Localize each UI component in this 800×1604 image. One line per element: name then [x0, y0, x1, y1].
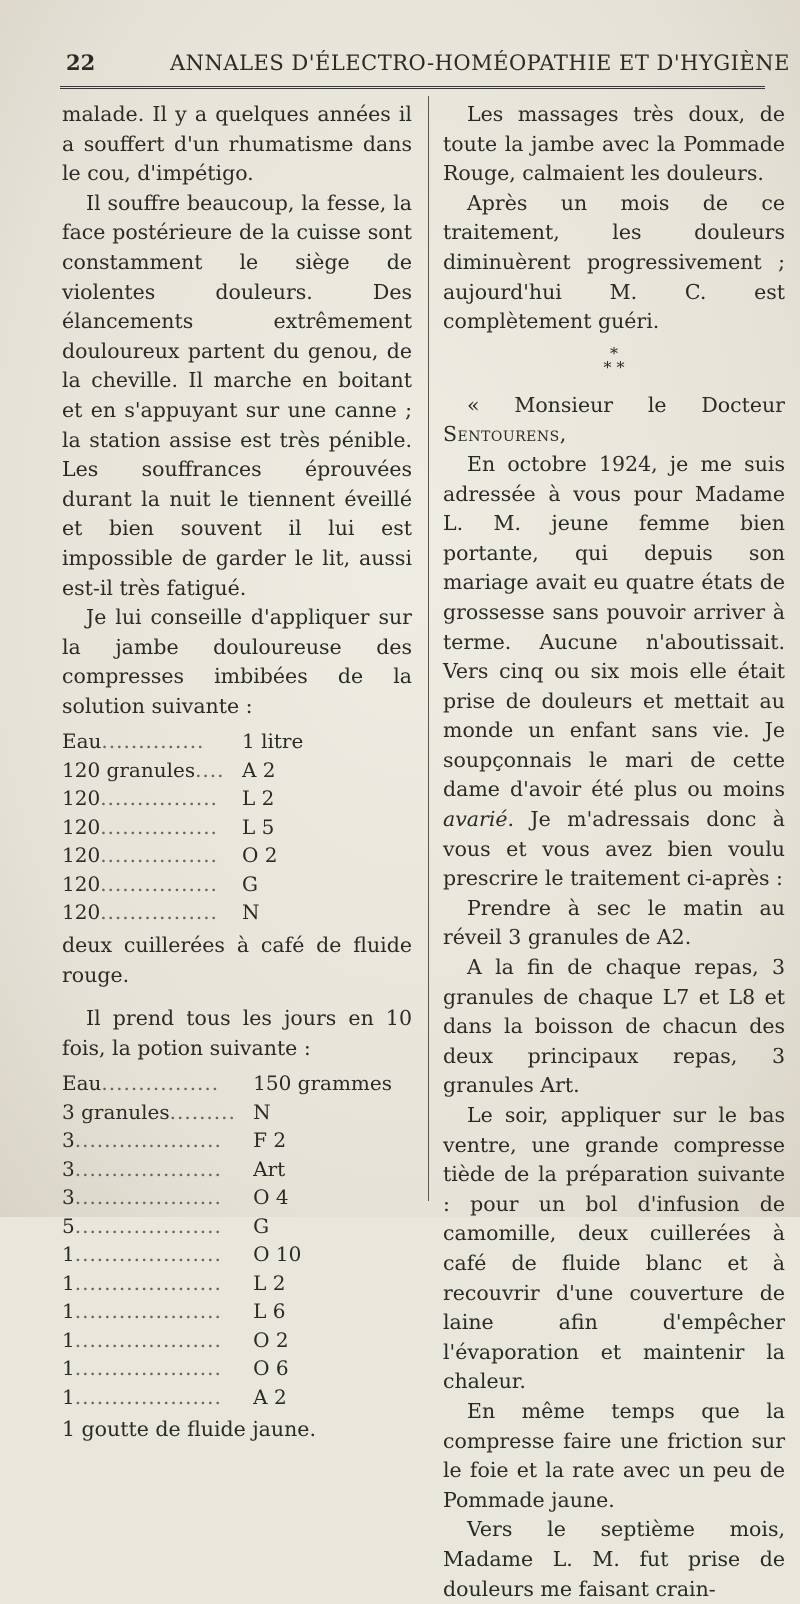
- leader-dots: .........: [169, 1099, 236, 1124]
- recipe-row: [62, 1383, 392, 1412]
- ingredient-name: Eau: [62, 729, 102, 754]
- ingredient-name: 1: [62, 1299, 75, 1324]
- leader-dots: ................: [100, 871, 218, 896]
- ingredient-name: 120 granules: [62, 757, 196, 782]
- leader-dots: ....................: [74, 1242, 222, 1267]
- paragraph: En même temps que la compresse faire une friction sur le foie et la rate avec un peu de Pommade jaune.: [443, 1398, 785, 1512]
- ingredient-value: A 2: [253, 1384, 287, 1409]
- ingredient-value: G: [253, 1213, 270, 1238]
- leader-dots: ................: [101, 1071, 220, 1096]
- column-divider: [428, 96, 429, 1201]
- recipe-row: [62, 1126, 392, 1155]
- ingredient-name: 3: [62, 1128, 75, 1153]
- recipe-row: [62, 727, 352, 756]
- section-asterism: * * *: [603, 343, 625, 377]
- ingredient-value: O 4: [253, 1185, 289, 1210]
- header-rule: [60, 86, 765, 89]
- ingredient-name: 120: [62, 900, 101, 925]
- paragraph: 1 goutte de fluide jaune.: [62, 1417, 316, 1442]
- recipe-row: [62, 1183, 392, 1212]
- leader-dots: ....................: [74, 1213, 222, 1238]
- recipe-row: [62, 1212, 392, 1241]
- ingredient-value: A 2: [242, 757, 276, 782]
- ingredient-name: 1: [62, 1384, 75, 1409]
- recipe-row: [62, 784, 352, 813]
- paragraph: Je lui conseille d'appliquer sur la jambe douloureuse des compresses imbibées de la solution suivante :: [62, 605, 412, 718]
- leader-dots: ..............: [101, 729, 205, 754]
- recipe-row: [62, 1098, 392, 1127]
- ingredient-value: F 2: [253, 1128, 287, 1153]
- ingredient-value: O 10: [253, 1242, 302, 1267]
- leader-dots: ................: [100, 843, 218, 868]
- recipe-table-solution: [62, 727, 352, 927]
- ingredient-name: 1: [62, 1270, 75, 1295]
- letter-salutation: « Monsieur le Docteur Sentourens,: [443, 392, 785, 447]
- leader-dots: ....: [195, 757, 225, 782]
- paragraph: Vers le septième mois, Madame L. M. fut prise de douleurs me faisant crain-: [443, 1517, 785, 1601]
- page-header: [60, 48, 790, 82]
- recipe-row: [62, 1155, 392, 1184]
- leader-dots: ....................: [74, 1356, 222, 1381]
- leader-dots: ....................: [74, 1128, 222, 1153]
- recipe-row: [62, 1069, 392, 1098]
- doctor-name: Sentourens: [443, 422, 560, 447]
- ingredient-name: 1: [62, 1356, 75, 1381]
- recipe-table-potion: [62, 1069, 392, 1411]
- ingredient-name: 3 granules: [62, 1099, 170, 1124]
- left-column: [62, 100, 412, 1445]
- leader-dots: ....................: [74, 1156, 222, 1181]
- paragraph: En octobre 1924, je me suis adressée à vous pour Madame L. M. jeune femme bien portante, qui depuis son mariage avait eu quatre états de grossesse sans pouvoir arriver à terme. Aucune n'aboutissait. Vers cinq ou six mois elle était prise de douleurs et mettait au monde un enfant sans vie. Je soupçonnais le mari de cette dame d'avoir été plus ou moins avarié. Je m'adressais donc à vous et vous avez bien voulu prescrire le traitement ci-après :: [443, 451, 785, 891]
- leader-dots: ....................: [74, 1384, 222, 1409]
- ingredient-name: 5: [62, 1213, 75, 1238]
- ingredient-name: 120: [62, 843, 101, 868]
- ingredient-name: 1: [62, 1327, 75, 1352]
- ingredient-value: N: [242, 900, 260, 925]
- recipe-row: [62, 756, 352, 785]
- recipe-row: [62, 870, 352, 899]
- ingredient-value: L 6: [253, 1299, 286, 1324]
- ingredient-value: O 2: [242, 843, 278, 868]
- ingredient-name: 3: [62, 1185, 75, 1210]
- ingredient-value: 150 grammes: [253, 1071, 392, 1096]
- ingredient-value: N: [253, 1099, 271, 1124]
- ingredient-name: Eau: [62, 1071, 102, 1096]
- leader-dots: ................: [100, 900, 218, 925]
- recipe-row: [62, 898, 352, 927]
- paragraph: Il prend tous les jours en 10 fois, la potion suivante :: [62, 1006, 412, 1060]
- leader-dots: ................: [100, 786, 218, 811]
- paragraph: deux cuillerées à café de fluide rouge.: [62, 932, 412, 987]
- ingredient-value: Art: [253, 1156, 286, 1181]
- recipe-row: [62, 1354, 392, 1383]
- recipe-row: [62, 1240, 392, 1269]
- ingredient-value: G: [242, 871, 258, 896]
- ingredient-name: 120: [62, 814, 101, 839]
- paragraph: Le soir, appliquer sur le bas ventre, une grande compresse tiède de la préparation suivante : pour un bol d'infusion de camomille, deux cuillerées à café de fluide blanc et à recouvrir d'une couverture de laine afin d'empêcher l'évaporation et maintenir la chaleur.: [443, 1103, 785, 1394]
- leader-dots: ....................: [74, 1185, 222, 1210]
- page-number: 22: [66, 50, 96, 75]
- ingredient-name: 3: [62, 1156, 75, 1181]
- running-title: ANNALES D'ÉLECTRO-HOMÉOPATHIE ET D'HYGIÈNE: [170, 51, 790, 75]
- leader-dots: ....................: [74, 1299, 222, 1324]
- ingredient-name: 1: [62, 1242, 75, 1267]
- recipe-row: [62, 841, 352, 870]
- paragraph: Après un mois de ce traitement, les douleurs diminuèrent progressivement ; aujourd'hui M. C. est complètement guéri.: [443, 190, 785, 334]
- paragraph: Il souffre beaucoup, la fesse, la face postérieure de la cuisse sont constamment le siège de violentes douleurs. Des élancements extrêmement douloureux partent du genou, de la cheville. Il marche en boitant et en s'appuyant sur une canne ; la station assise est très pénible. Les souffrances éprouvées durant la nuit le tiennent éveillé et bien souvent il lui est impossible de garder le lit, aussi est-il très fatigué.: [62, 190, 412, 600]
- right-column: [443, 100, 785, 1604]
- recipe-row: [62, 1297, 392, 1326]
- ingredient-name: 120: [62, 871, 101, 896]
- ingredient-value: O 6: [253, 1356, 289, 1381]
- ingredient-value: L 2: [253, 1270, 286, 1295]
- recipe-row: [62, 1326, 392, 1355]
- recipe-row: [62, 1269, 392, 1298]
- ingredient-value: 1 litre: [242, 729, 304, 754]
- leader-dots: ....................: [74, 1270, 222, 1295]
- leader-dots: ................: [100, 814, 218, 839]
- paragraph: Les massages très doux, de toute la jambe avec la Pommade Rouge, calmaient les douleurs.: [443, 102, 785, 186]
- ingredient-name: 120: [62, 786, 101, 811]
- recipe-row: [62, 813, 352, 842]
- ingredient-value: O 2: [253, 1327, 289, 1352]
- ingredient-value: L 5: [242, 814, 275, 839]
- paragraph: Prendre à sec le matin au réveil 3 granules de A2.: [443, 895, 785, 950]
- ingredient-value: L 2: [242, 786, 275, 811]
- paragraph: malade. Il y a quelques années il a souffert d'un rhumatisme dans le cou, d'impétigo.: [62, 102, 412, 186]
- paragraph: A la fin de chaque repas, 3 granules de chaque L7 et L8 et dans la boisson de chacun des deux principaux repas, 3 granules Art.: [443, 955, 785, 1098]
- leader-dots: ....................: [74, 1327, 222, 1352]
